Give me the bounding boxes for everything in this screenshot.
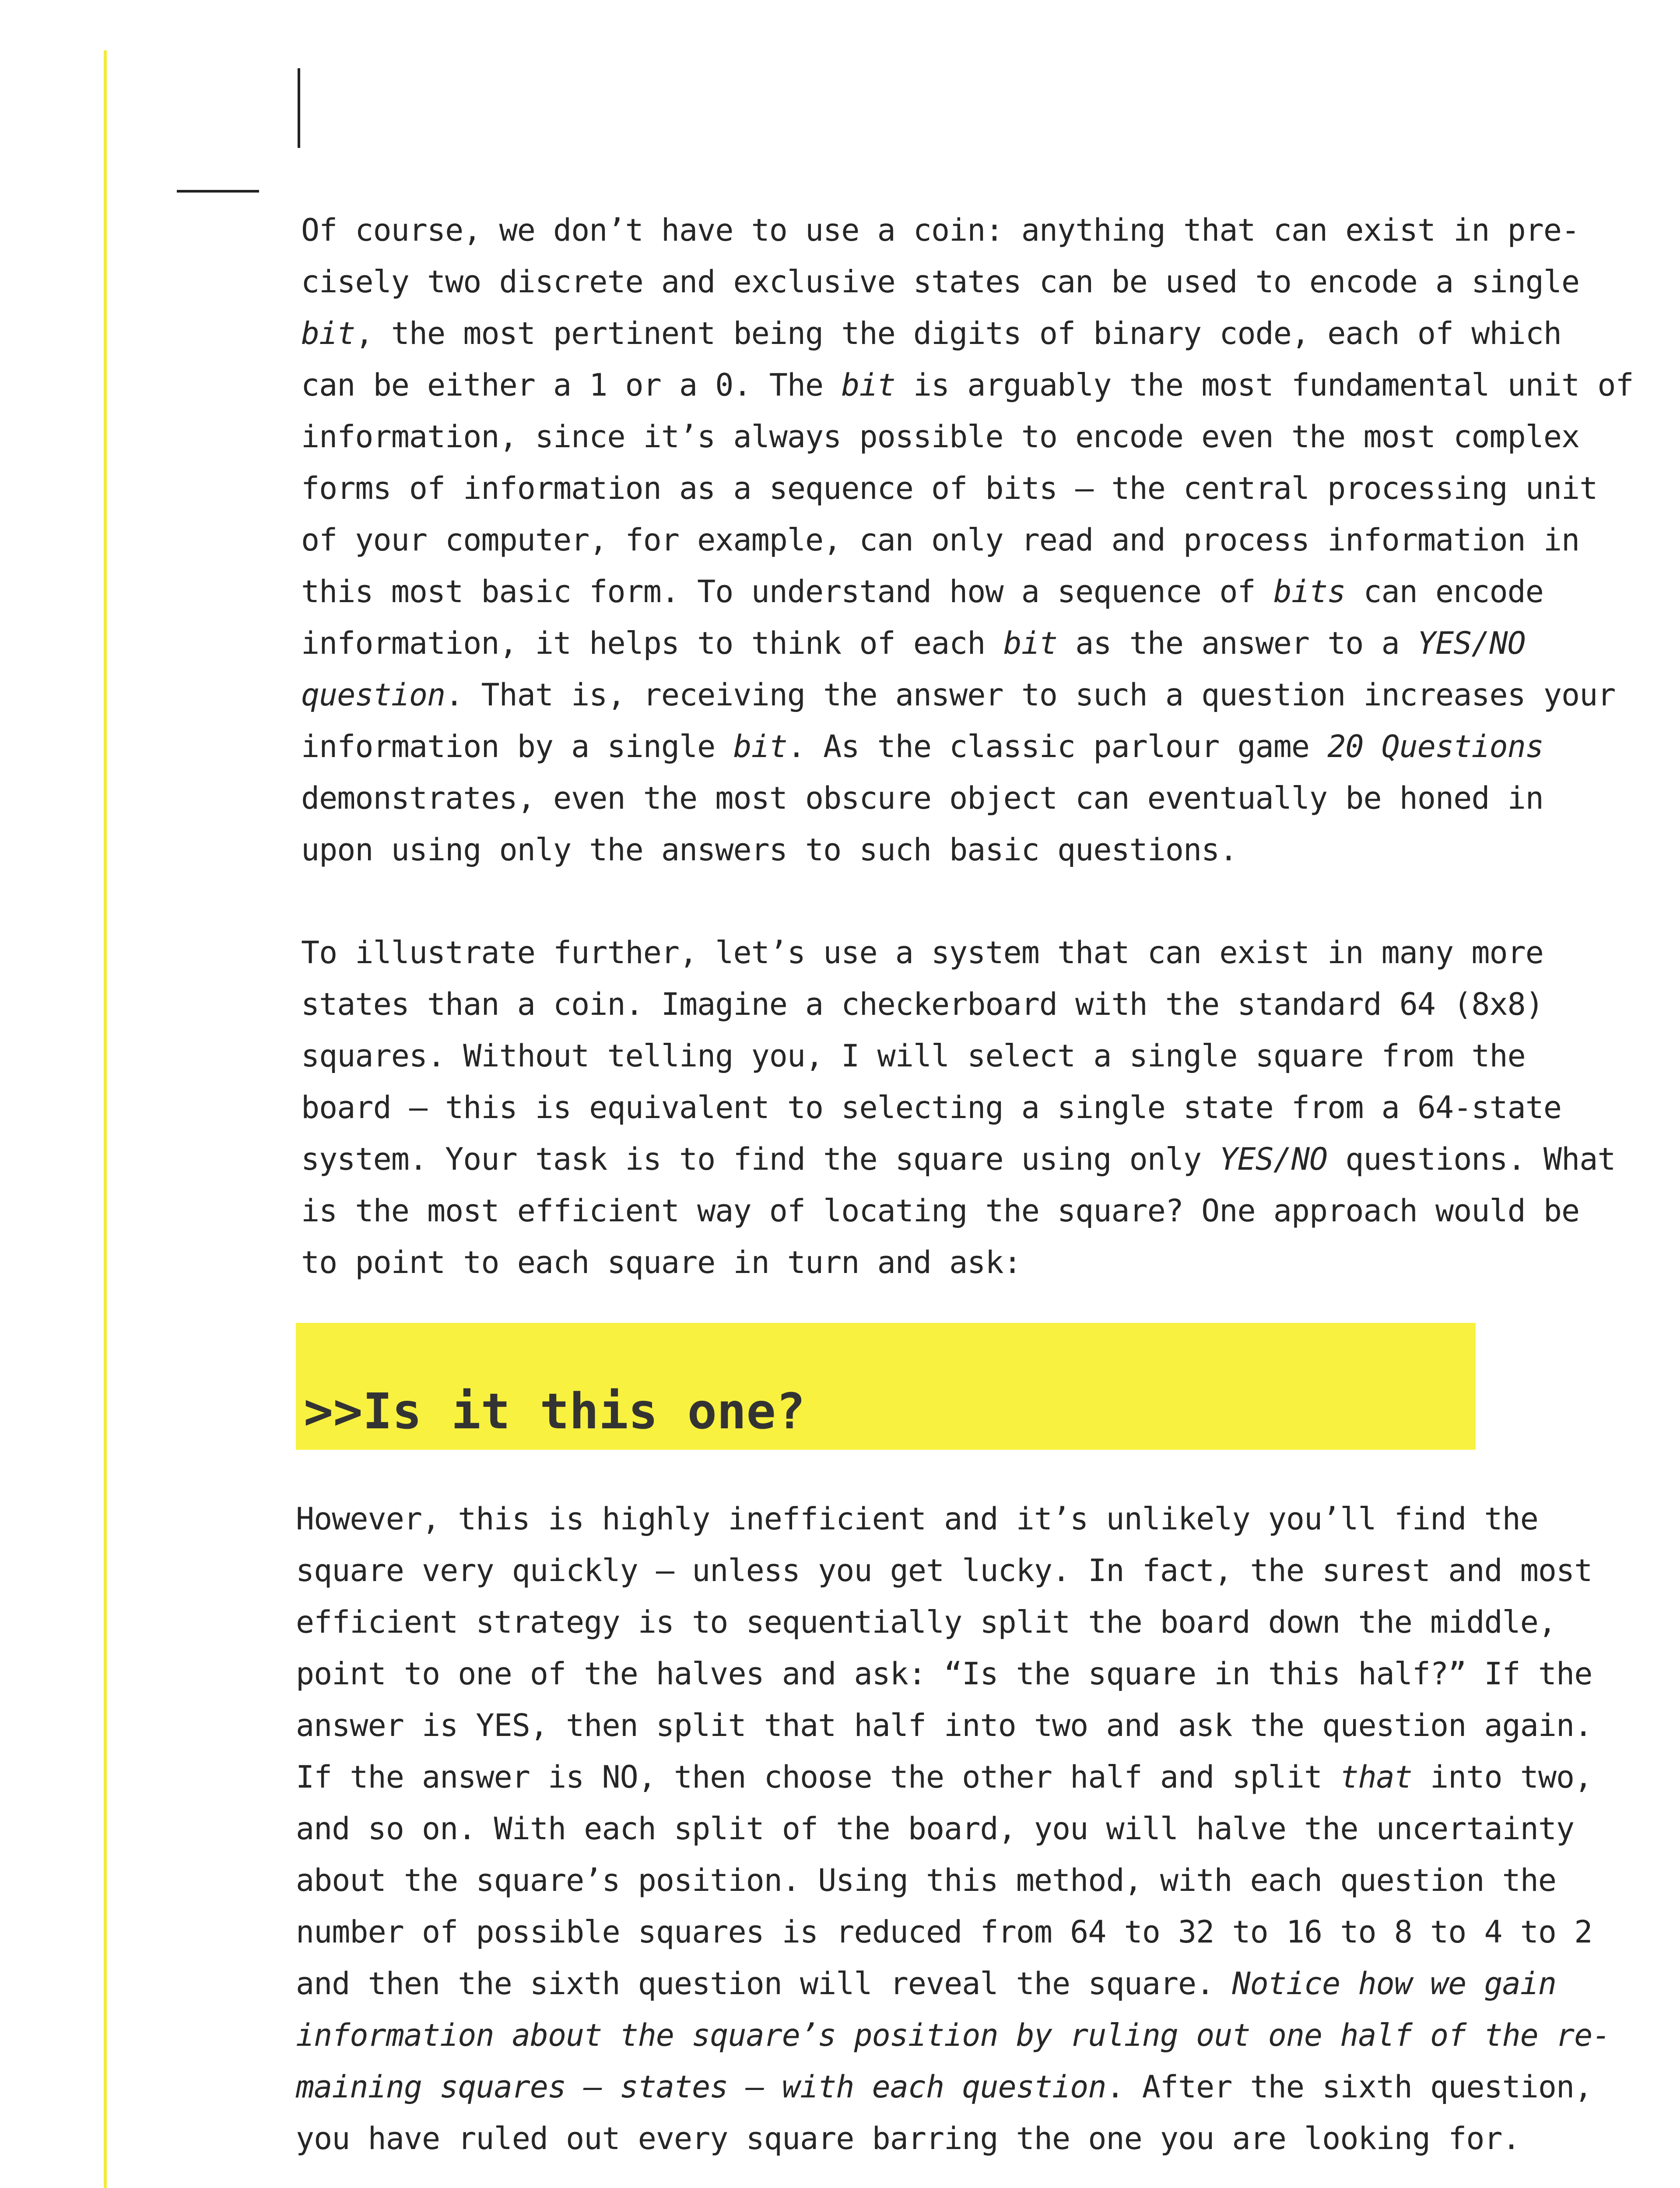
text-line bbox=[296, 1855, 1610, 1906]
text-line bbox=[296, 1700, 1610, 1751]
text-line bbox=[296, 1545, 1610, 1596]
text-run: If the answer is NO, then choose the other half and split bbox=[296, 1759, 1340, 1795]
callout-highlight bbox=[296, 1323, 1476, 1450]
text-run: information by a single bbox=[301, 729, 733, 764]
text-run: into two, bbox=[1412, 1759, 1592, 1795]
text-run: However, this is highly inefficient and it’s unlikely you’ll find the bbox=[296, 1501, 1538, 1537]
text-line bbox=[301, 1082, 1616, 1133]
text-run: to point to each square in turn and ask: bbox=[301, 1245, 1021, 1280]
text-line bbox=[301, 1185, 1616, 1237]
text-line bbox=[296, 1596, 1610, 1648]
text-run: board – this is equivalent to selecting a single state from a 64-state bbox=[301, 1090, 1562, 1126]
italic-text: bits bbox=[1273, 574, 1346, 610]
text-run: states than a coin. Imagine a checkerboard with the standard 64 (8x8) bbox=[301, 986, 1543, 1022]
crop-mark-vertical bbox=[298, 68, 300, 148]
text-run: . That is, receiving the answer to such a question increases your bbox=[445, 677, 1616, 713]
paragraph-halving-strategy bbox=[296, 1493, 1610, 2164]
text-run: can be either a 1 or a 0. The bbox=[301, 367, 842, 403]
text-run: and so on. With each split of the board, you will halve the uncertainty bbox=[296, 1811, 1575, 1847]
text-line bbox=[301, 566, 1634, 617]
paragraph-coin-bits bbox=[301, 204, 1634, 876]
text-run: efficient strategy is to sequentially split the board down the middle, bbox=[296, 1604, 1557, 1640]
italic-text: that bbox=[1340, 1759, 1412, 1795]
text-run: this most basic form. To understand how a sequence of bbox=[301, 574, 1273, 610]
text-line bbox=[301, 927, 1616, 978]
yellow-margin-rule bbox=[104, 50, 107, 2188]
text-run: . After the sixth question, bbox=[1106, 2069, 1592, 2105]
text-run: number of possible squares is reduced from 64 to 32 to 16 to 8 to 4 to 2 bbox=[296, 1914, 1592, 1950]
italic-text: 20 Questions bbox=[1327, 729, 1543, 764]
text-line bbox=[301, 669, 1634, 721]
text-run: , the most pertinent being the digits of binary code, each of which bbox=[355, 316, 1562, 351]
text-run: information, since it’s always possible to encode even the most complex bbox=[301, 419, 1580, 455]
paragraph-checkerboard bbox=[301, 927, 1616, 1288]
italic-text: YES/NO bbox=[1417, 625, 1526, 661]
text-run: answer is YES, then split that half into two and ask the question again. bbox=[296, 1708, 1592, 1743]
italic-text: bit bbox=[301, 316, 355, 351]
text-run: can encode bbox=[1345, 574, 1543, 610]
text-run: square very quickly – unless you get lucky. In fact, the surest and most bbox=[296, 1553, 1592, 1588]
text-line bbox=[296, 2113, 1610, 2164]
text-line bbox=[301, 514, 1634, 566]
text-run: system. Your task is to find the square using only bbox=[301, 1141, 1220, 1177]
text-line bbox=[301, 1133, 1616, 1185]
text-run: point to one of the halves and ask: “Is the square in this half?” If the bbox=[296, 1656, 1592, 1692]
text-line bbox=[296, 2009, 1610, 2061]
text-line bbox=[296, 1648, 1610, 1700]
italic-text: maining squares – states – with each question bbox=[296, 2069, 1106, 2105]
text-line bbox=[301, 824, 1634, 876]
text-line bbox=[301, 308, 1634, 359]
text-run: is arguably the most fundamental unit of bbox=[895, 367, 1634, 403]
text-line bbox=[296, 1906, 1610, 1958]
text-line bbox=[301, 256, 1634, 308]
text-run: and then the sixth question will reveal the square. bbox=[296, 1966, 1232, 2002]
text-run: questions. What bbox=[1327, 1141, 1616, 1177]
text-run: demonstrates, even the most obscure object can eventually be honed in bbox=[301, 780, 1543, 816]
text-line bbox=[296, 1493, 1610, 1545]
italic-text: bit bbox=[1003, 625, 1058, 661]
text-line bbox=[301, 204, 1634, 256]
text-line bbox=[296, 2061, 1610, 2113]
text-run: forms of information as a sequence of bits – the central processing unit bbox=[301, 470, 1598, 506]
text-run: about the square’s position. Using this method, with each question the bbox=[296, 1862, 1557, 1898]
text-line bbox=[296, 1803, 1610, 1855]
text-run: . As the classic parlour game bbox=[787, 729, 1328, 764]
text-run: Of course, we don’t have to use a coin: anything that can exist in pre- bbox=[301, 212, 1580, 248]
italic-text: information about the square’s position by ruling out one half of the re- bbox=[296, 2017, 1610, 2053]
text-line bbox=[301, 772, 1634, 824]
text-line bbox=[301, 617, 1634, 669]
text-line bbox=[301, 1237, 1616, 1288]
text-run: upon using only the answers to such basic questions. bbox=[301, 832, 1238, 868]
italic-text: YES/NO bbox=[1219, 1141, 1328, 1177]
text-line bbox=[301, 359, 1634, 411]
text-run: information, it helps to think of each bbox=[301, 625, 1003, 661]
callout-question: >>Is it this one? bbox=[304, 1383, 806, 1440]
text-run: as the answer to a bbox=[1057, 625, 1417, 661]
text-line bbox=[296, 1958, 1610, 2009]
text-line bbox=[296, 1751, 1610, 1803]
text-line bbox=[301, 978, 1616, 1030]
italic-text: Notice how we gain bbox=[1232, 1966, 1557, 2002]
text-run: cisely two discrete and exclusive states can be used to encode a single bbox=[301, 264, 1580, 300]
text-run: squares. Without telling you, I will select a single square from the bbox=[301, 1038, 1526, 1074]
text-line bbox=[301, 721, 1634, 772]
text-line bbox=[301, 463, 1634, 514]
text-run: To illustrate further, let’s use a system that can exist in many more bbox=[301, 935, 1543, 971]
crop-mark-horizontal bbox=[177, 190, 259, 193]
text-line bbox=[301, 411, 1634, 463]
text-line bbox=[301, 1030, 1616, 1082]
italic-text: question bbox=[301, 677, 445, 713]
text-run: of your computer, for example, can only read and process information in bbox=[301, 522, 1580, 558]
italic-text: bit bbox=[841, 367, 895, 403]
text-run: is the most efficient way of locating the square? One approach would be bbox=[301, 1193, 1580, 1229]
italic-text: bit bbox=[733, 729, 787, 764]
text-run: you have ruled out every square barring the one you are looking for. bbox=[296, 2121, 1520, 2156]
